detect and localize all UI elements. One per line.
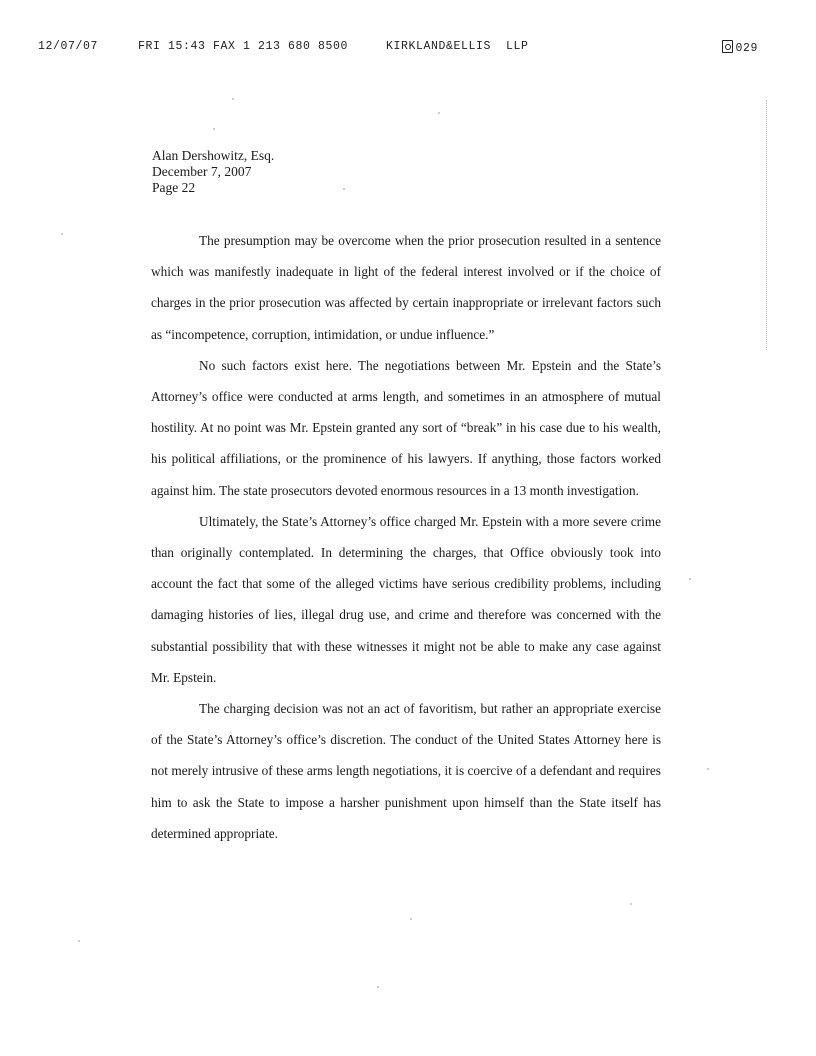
letter-page-number: Page 22 [152,180,196,195]
letter-addressee-block [152,148,274,196]
scan-speck [707,768,709,770]
fax-page-number: 029 [735,42,758,55]
fax-date: 12/07/07 [38,40,99,53]
fax-page-counter [722,40,758,55]
scan-speck [377,986,379,988]
paragraph-presumption: The presumption may be overcome when the prior prosecution resulted in a sentence which was manifestly inadequate in light of the federal interest involved or if the choice of charges in the prior prosecution was affected by certain inappropriate or irrelevant factors such as “incompetence, corruption, intimidation, or undue influence.” [151,233,661,342]
scan-speck [630,903,632,905]
paragraph-ultimately: Ultimately, the State’s Attorney’s office charged Mr. Epstein with a more severe crime than originally contemplated. In determining the charges, that Office obviously took into account the fact that some of the alleged victims have serious credibility problems, including damaging histories of lies, illegal drug use, and crime and therefore was concerned with the substantial possibility that with these witnesses it might not be able to make any case against Mr. Epstein. [151,513,661,685]
scan-speck [61,233,63,235]
scan-speck [213,128,215,130]
scan-speck [343,188,345,190]
paragraph-charging-decision: The charging decision was not an act of favoritism, but rather an appropriate exercise of the State’s Attorney’s office’s discretion. The conduct of the United States Attorney here is not merely intrusive of these arms length negotiations, it is coercive of a defendant and requires him to ask the State to impose a harsher punishment upon himself than the State itself has determined appropriate. [151,701,661,841]
letter-date: December 7, 2007 [152,164,252,179]
scan-speck [78,940,80,942]
scan-speck [410,918,412,920]
scan-speck [232,98,234,100]
letter-body [151,225,661,849]
paragraph-no-such-factors: No such factors exist here. The negotiations between Mr. Epstein and the State’s Attorney’s office were conducted at arms length, and sometimes in an atmosphere of mutual hostility. At no point was Mr. Epstein granted any sort of “break” in his case due to his wealth, his political affiliations, or the prominence of his lawyers. If anything, those factors worked against him. The state prosecutors devoted enormous resources in a 13 month investigation. [151,357,661,498]
addressee-name: Alan Dershowitz, Esq. [152,148,275,163]
scan-speck [438,112,440,114]
scan-speck [689,578,691,580]
scan-edge-artifact [765,100,767,350]
fax-page-icon [722,40,733,53]
fax-header [38,40,758,60]
fax-transmission-line: FRI 15:43 FAX 1 213 680 8500 [138,40,349,53]
fax-firm-name: KIRKLAND&ELLIS LLP [386,40,529,53]
